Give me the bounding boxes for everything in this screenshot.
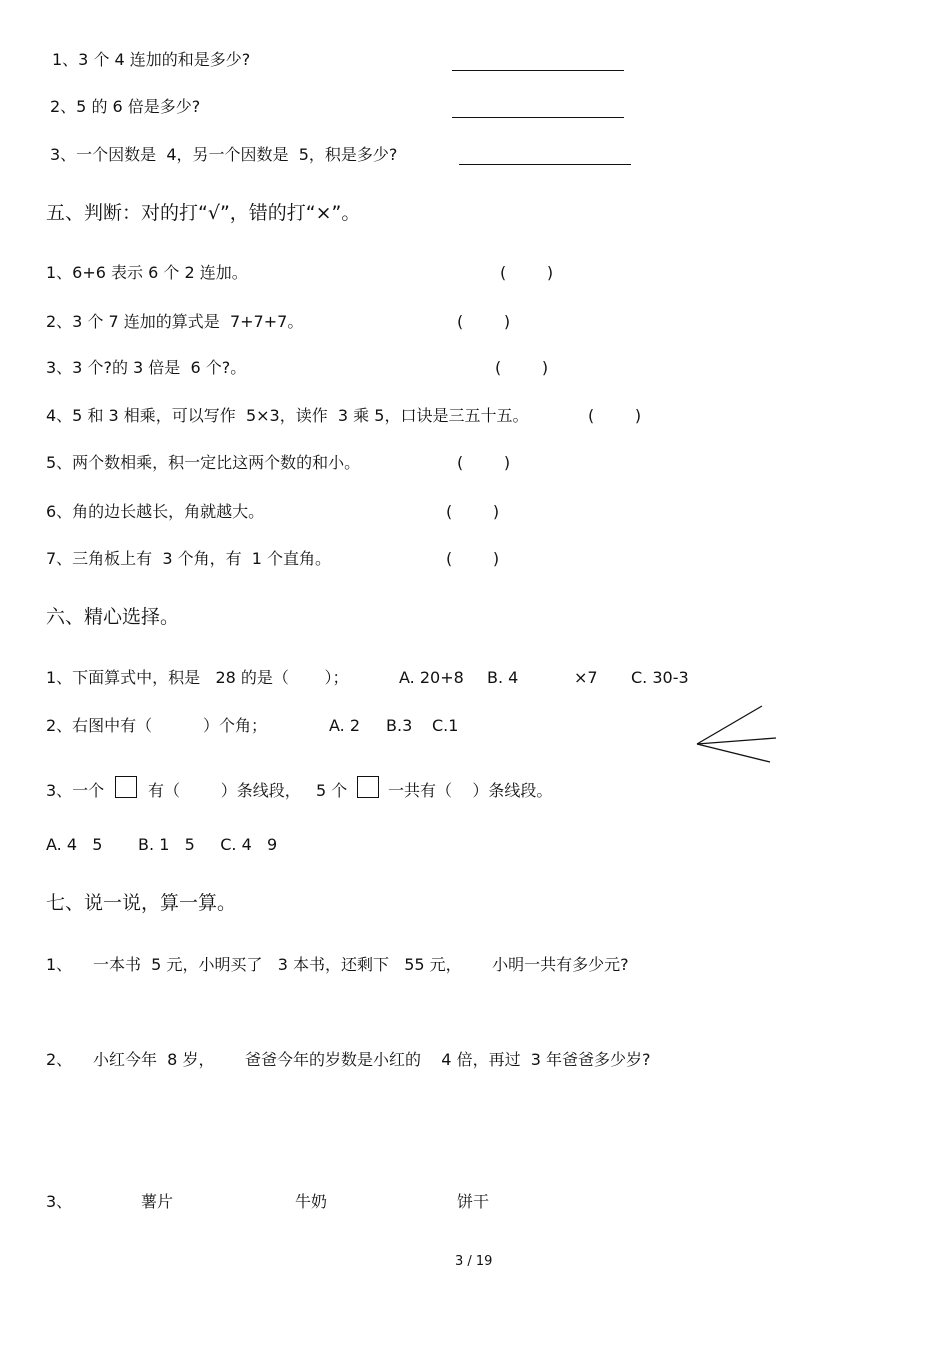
s4-answer-line-1[interactable] (452, 70, 624, 71)
page-number: 3 / 19 (455, 1254, 493, 1269)
s5-item-7: 7、三角板上有 3 个角，有 1 个直角。 (46, 549, 332, 568)
s6-q3-options[interactable]: A. 4 5 B. 1 5 C. 4 9 (46, 835, 278, 854)
s6-q1-option-a[interactable]: A. 20+8 (399, 668, 464, 687)
s5-answer-paren-1[interactable]: ( ) (500, 263, 554, 282)
angle-figure (690, 700, 785, 770)
s6-q2-option-c[interactable]: C.1 (432, 716, 459, 735)
s6-q3-part1: 3、一个 (46, 781, 105, 800)
s7-q1-number: 1、 (46, 955, 73, 974)
s5-item-5: 5、两个数相乘，积一定比这两个数的和小。 (46, 453, 361, 472)
s4-question-2: 2、5 的 6 倍是多少? (50, 97, 201, 116)
s6-q1-stem: 1、下面算式中，积是 28 的是（ ）； (46, 668, 349, 687)
s6-q2-option-b[interactable]: B.3 (386, 716, 413, 735)
square-shape-icon (357, 776, 379, 798)
s5-answer-paren-7[interactable]: ( ) (446, 549, 500, 568)
s4-question-3: 3、一个因数是 4，另一个因数是 5，积是多少? (50, 145, 398, 164)
section6-heading: 六、精心选择。 (46, 606, 180, 628)
s7-q3-item-milk: 牛奶 (295, 1192, 328, 1211)
s4-answer-line-3[interactable] (459, 164, 631, 165)
square-shape-icon (115, 776, 137, 798)
s5-item-2: 2、3 个 7 连加的算式是 7+7+7。 (46, 312, 304, 331)
s7-q3-item-chips: 薯片 (141, 1192, 174, 1211)
s6-q2-option-a[interactable]: A. 2 (329, 716, 361, 735)
s7-q1-text: 一本书 5 元，小明买了 3 本书，还剩下 55 元， 小明一共有多少元? (93, 955, 629, 974)
s7-q2-text: 小红今年 8 岁， 爸爸今年的岁数是小红的 4 倍，再过 3 年爸爸多少岁? (93, 1050, 651, 1069)
s6-q3-part3: 一共有（ ）条线段。 (388, 781, 553, 800)
s7-q2-number: 2、 (46, 1050, 73, 1069)
s6-q3-part2: 有（ ）条线段， 5 个 (148, 781, 348, 800)
s5-answer-paren-4[interactable]: ( ) (588, 406, 642, 425)
section7-heading: 七、说一说，算一算。 (46, 892, 237, 914)
s6-q1-option-b-cont: ×7 (574, 668, 598, 687)
s5-answer-paren-2[interactable]: ( ) (457, 312, 511, 331)
s7-q3-number: 3、 (46, 1192, 73, 1211)
s6-q1-option-b[interactable]: B. 4 (487, 668, 519, 687)
s5-answer-paren-5[interactable]: ( ) (457, 453, 511, 472)
s6-q2-stem: 2、右图中有（ ）个角； (46, 716, 268, 735)
s7-q3-item-biscuits: 饼干 (457, 1192, 490, 1211)
s4-answer-line-2[interactable] (452, 117, 624, 118)
s5-item-4: 4、5 和 3 相乘，可以写作 5×3，读作 3 乘 5，口诀是三五十五。 (46, 406, 529, 425)
s5-item-6: 6、角的边长越长，角就越大。 (46, 502, 265, 521)
s6-q1-option-c[interactable]: C. 30-3 (631, 668, 689, 687)
s4-question-1: 1、3 个 4 连加的和是多少? (52, 50, 251, 69)
s5-item-3: 3、3 个?的 3 倍是 6 个?。 (46, 358, 247, 377)
s5-answer-paren-3[interactable]: ( ) (495, 358, 549, 377)
s5-answer-paren-6[interactable]: ( ) (446, 502, 500, 521)
section5-heading: 五、判断：对的打“√”，错的打“×”。 (46, 202, 361, 224)
s5-item-1: 1、6+6 表示 6 个 2 连加。 (46, 263, 248, 282)
